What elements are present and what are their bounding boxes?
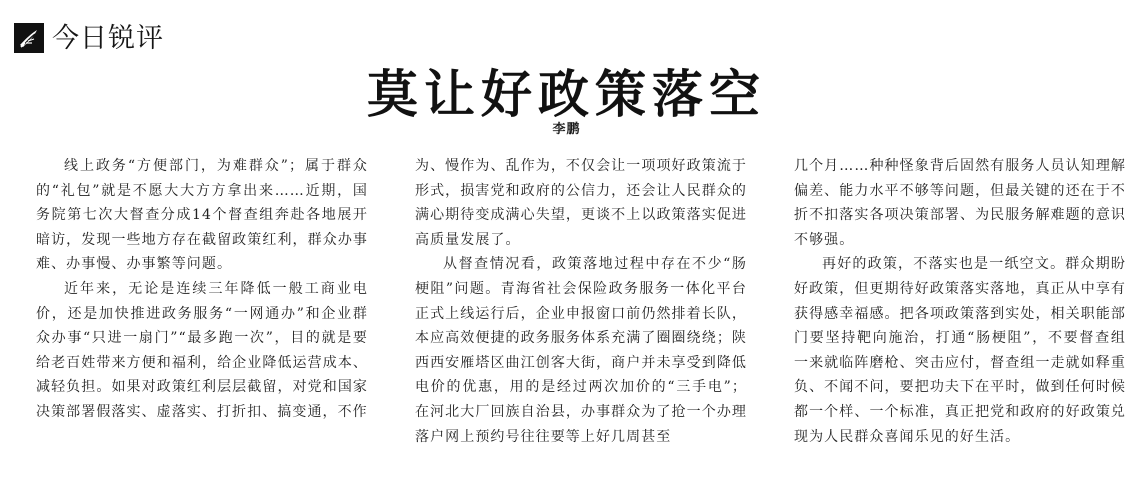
article-paragraph: 为、慢作为、乱作为，不仅会让一项项好政策流于形式，损害党和政府的公信力，还会让人民群众的满心期待变成满心失望，更谈不上以政策落实促进高质量发展了。	[415, 158, 747, 248]
article-column-2	[415, 154, 747, 484]
feather-pen-logo-icon	[14, 23, 44, 53]
author-name: 李鹏	[552, 122, 581, 137]
article-column-1	[36, 154, 368, 484]
article-paragraph: 几个月……种种怪象背后固然有服务人员认知理解偏差、能力水平不够等问题，但最关键的还在于不折不扣落实各项决策部署、为民服务解难题的意识不够强。	[794, 158, 1126, 248]
column-title: 今日锐评	[52, 22, 164, 54]
article-paragraph: 线上政务“方便部门，为难群众”；属于群众的“礼包”就是不愿大大方方拿出来……近期，国务院第七次大督查分成14个督查组奔赴各地展开暗访，发现一些地方存在截留政策红利，群众办事难、办事慢、办事繁等问题。	[36, 158, 368, 273]
article-column-3	[794, 154, 1126, 484]
article-paragraph: 从督查情况看，政策落地过程中存在不少“肠梗阻”问题。青海省社会保险政务服务一体化平台正式上线运行后，企业申报窗口前仍然排着长队，本应高效便捷的政务服务体系充满了圈圈绕绕；陕西西安雁塔区曲江创客大街，商户并未享受到降低电价的优惠，用的是经过两次加价的“三手电”；在河北大厂回族自治县，办事群众为了抢一个办理落户网上预约号往往要等上好几周甚至	[415, 256, 747, 445]
article-body	[36, 154, 1126, 484]
article-paragraph: 再好的政策，不落实也是一纸空文。群众期盼好政策，但更期待好政策落实落地，真正从中享有获得感幸福感。把各项政策落到实处，相关职能部门要坚持靶向施治，打通“肠梗阻”，不要督查组一来就临阵磨枪、突击应付，督查组一走就如释重负、不闻不问，要把功夫下在平时，做到任何时候都一个样、一个标准，真正把党和政府的好政策兑现为人民群众喜闻乐见的好生活。	[794, 256, 1126, 445]
column-tag	[14, 18, 164, 58]
article-paragraph: 近年来，无论是连续三年降低一般工商业电价，还是加快推进政务服务“一网通办”和企业群众办事“只进一扇门”“最多跑一次”，目的就是要给老百姓带来方便和福利，给企业降低运营成本、减轻负担。如果对政策红利层层截留，对党和国家决策部署假落实、虚落实、打折扣、搞变通，不作	[36, 280, 368, 420]
article-title: 莫让好政策落空	[366, 65, 766, 126]
